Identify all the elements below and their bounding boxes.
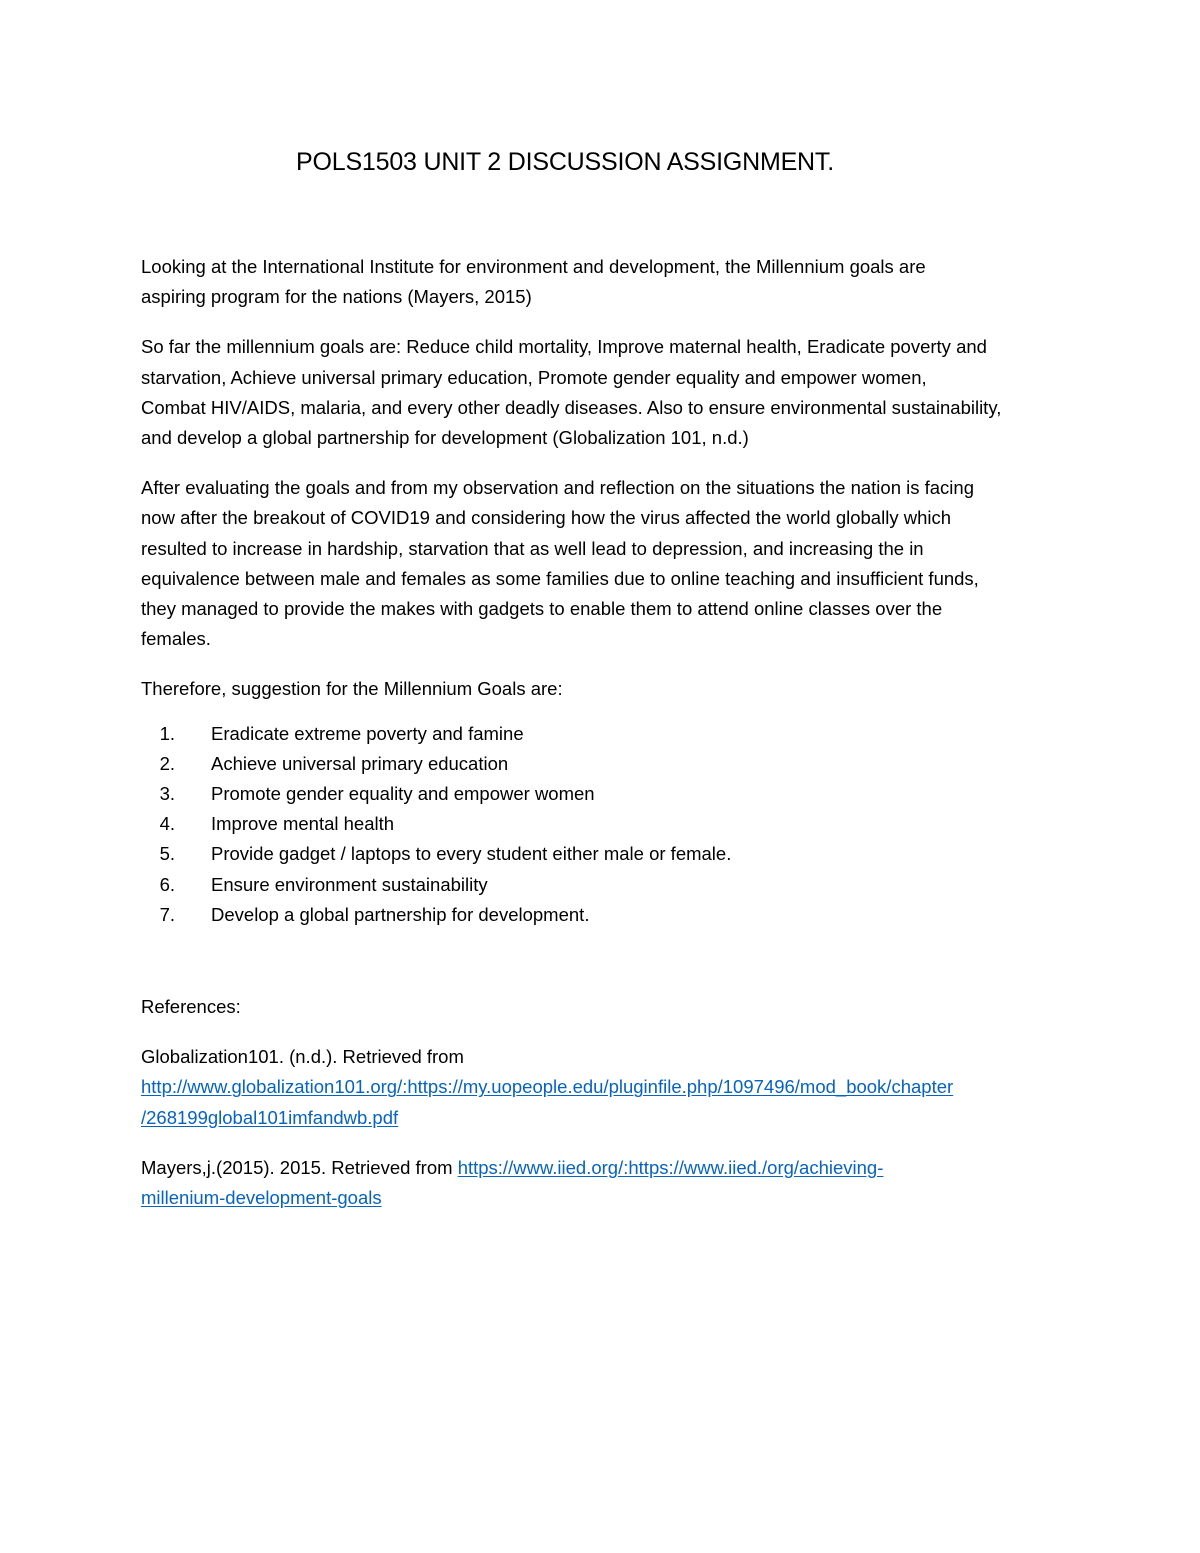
list-item-text: Achieve universal primary education (211, 752, 509, 774)
reference-text: Mayers,j.(2015). 2015. Retrieved from (141, 1156, 458, 1178)
text-line: they managed to provide the makes with gadgets to enable them to attend online classes over the (141, 598, 943, 620)
list-number: 6. (159, 873, 175, 895)
reference-link[interactable]: /268199global101imfandwb.pdf (141, 1106, 399, 1128)
text-line: now after the breakout of COVID19 and considering how the virus affected the world globally which (141, 507, 952, 529)
text-line: After evaluating the goals and from my observation and reflection on the situations the nation is facing (141, 477, 974, 499)
reference-link[interactable]: millenium-development-goals (141, 1186, 382, 1208)
list-number: 1. (159, 722, 175, 744)
text-line: aspiring program for the nations (Mayers, 2015) (141, 286, 532, 308)
list-item-text: Promote gender equality and empower women (211, 783, 595, 805)
document-body (141, 252, 1061, 1233)
references-heading (141, 992, 1061, 1022)
text-line: equivalence between male and females as some families due to online teaching and insufficient funds, (141, 567, 979, 589)
text-line: Therefore, suggestion for the Millennium Goals are: (141, 678, 563, 700)
list-item-text: Ensure environment sustainability (211, 873, 488, 895)
list-item (141, 870, 1061, 900)
list-number: 4. (159, 813, 175, 835)
text-line: starvation, Achieve universal primary education, Promote gender equality and empower women, (141, 366, 927, 388)
text-line: females. (141, 628, 211, 650)
list-item-text: Improve mental health (211, 813, 395, 835)
goals-list (141, 719, 1061, 930)
paragraph-suggestion-intro (141, 674, 1061, 704)
text-line: Combat HIV/AIDS, malaria, and every other deadly diseases. Also to ensure environmental sustainability, (141, 396, 1002, 418)
list-item-text: Eradicate extreme poverty and famine (211, 722, 524, 744)
paragraph-intro (141, 252, 1061, 312)
list-item (141, 809, 1061, 839)
document-title: POLS1503 UNIT 2 DISCUSSION ASSIGNMENT. (296, 148, 834, 176)
text-line: and develop a global partnership for development (Globalization 101, n.d.) (141, 427, 749, 449)
list-item (141, 779, 1061, 809)
list-number: 7. (159, 903, 175, 925)
paragraph-evaluation (141, 473, 1061, 654)
reference-link[interactable]: https://www.iied.org/:https://www.iied./org/achieving- (457, 1156, 884, 1178)
text-line: resulted to increase in hardship, starvation that as well lead to depression, and increasing the in (141, 537, 924, 559)
reference-mayers (141, 1153, 1061, 1213)
references-heading-text: References: (141, 995, 241, 1017)
list-number: 2. (159, 752, 175, 774)
list-item (141, 749, 1061, 779)
list-item (141, 900, 1061, 930)
list-item-text: Develop a global partnership for development. (211, 903, 590, 925)
list-item-text: Provide gadget / laptops to every student either male or female. (211, 843, 732, 865)
list-item (141, 719, 1061, 749)
list-number: 3. (159, 783, 175, 805)
reference-text: Globalization101. (n.d.). Retrieved from (141, 1046, 464, 1068)
reference-link[interactable]: http://www.globalization101.org/:https://my.uopeople.edu/pluginfile.php/1097496/mod_book/chapter (141, 1076, 954, 1098)
list-item (141, 839, 1061, 869)
text-line: So far the millennium goals are: Reduce child mortality, Improve maternal health, Eradicate poverty and (141, 336, 987, 358)
reference-globalization101 (141, 1042, 1061, 1133)
list-number: 5. (159, 843, 175, 865)
reference-line (141, 1153, 1061, 1183)
text-line: Looking at the International Institute for environment and development, the Millennium goals are (141, 256, 926, 277)
paragraph-current-goals (141, 332, 1061, 453)
